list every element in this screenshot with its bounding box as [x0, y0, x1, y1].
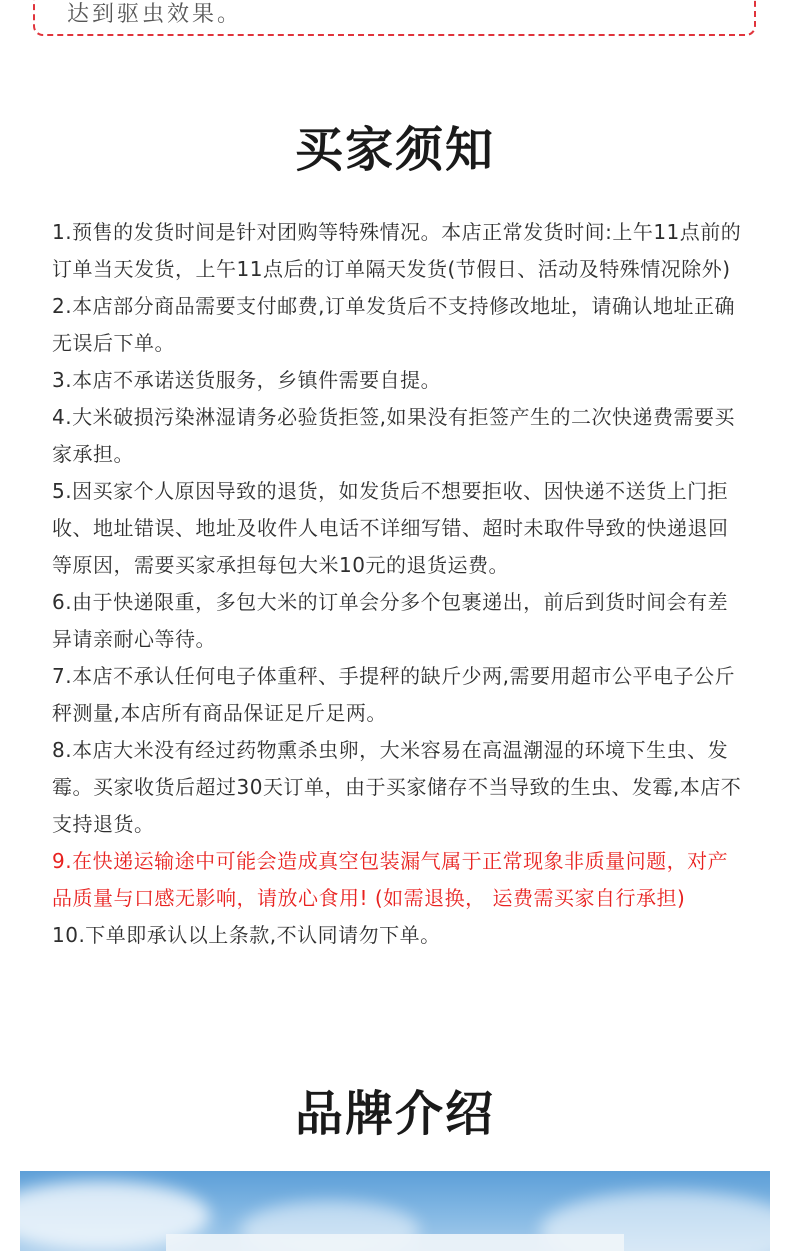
top-notice-text: 达到驱虫效果。: [67, 2, 243, 27]
notice-item-7: 7.本店不承认任何电子体重秤、手提秤的缺斤少两,需要用超市公平电子公斤秤测量,本店所有商品保证足斤足两。: [52, 664, 735, 725]
notice-item-1: 1.预售的发货时间是针对团购等特殊情况。本店正常发货时间:上午11点前的订单当天发货，上午11点后的订单隔天发货(节假日、活动及特殊情况除外): [52, 220, 742, 281]
brand-intro-title: 品牌介绍: [294, 1086, 495, 1142]
notice-item-2: 2.本店部分商品需要支付邮费,订单发货后不支持修改地址，请确认地址正确无误后下单。: [52, 294, 735, 355]
brand-photo-panel: [166, 1234, 624, 1251]
notice-item-5: 5.因买家个人原因导致的退货，如发货后不想要拒收、因快递不送货上门拒收、地址错误、地址及收件人电话不详细写错、超时未取件导致的快递退回等原因，需要买家承担每包大米10元的退货运费。: [52, 479, 729, 577]
notice-item-9-warning: 9.在快递运输途中可能会造成真空包装漏气属于正常现象非质量问题，对产品质量与口感无影响，请放心食用! (如需退换， 运费需买家自行承担): [52, 849, 729, 910]
buyer-notice-list: [52, 214, 742, 954]
notice-item-8: 8.本店大米没有经过药物熏杀虫卵，大米容易在高温潮湿的环境下生虫、发霉。买家收货后超过30天订单，由于买家储存不当导致的生虫、发霉,本店不支持退货。: [52, 738, 742, 836]
brand-sky-photo: [20, 1171, 770, 1251]
top-notice-box: [33, 0, 756, 36]
notice-item-6: 6.由于快递限重，多包大米的订单会分多个包裹递出，前后到货时间会有差异请亲耐心等待。: [52, 590, 729, 651]
notice-item-4: 4.大米破损污染淋湿请务必验货拒签,如果没有拒签产生的二次快递费需要买家承担。: [52, 405, 735, 466]
buyer-notice-title: 买家须知: [294, 122, 495, 178]
notice-item-10: 10.下单即承认以上条款,不认同请勿下单。: [52, 923, 441, 947]
notice-item-3: 3.本店不承诺送货服务，乡镇件需要自提。: [52, 368, 442, 392]
